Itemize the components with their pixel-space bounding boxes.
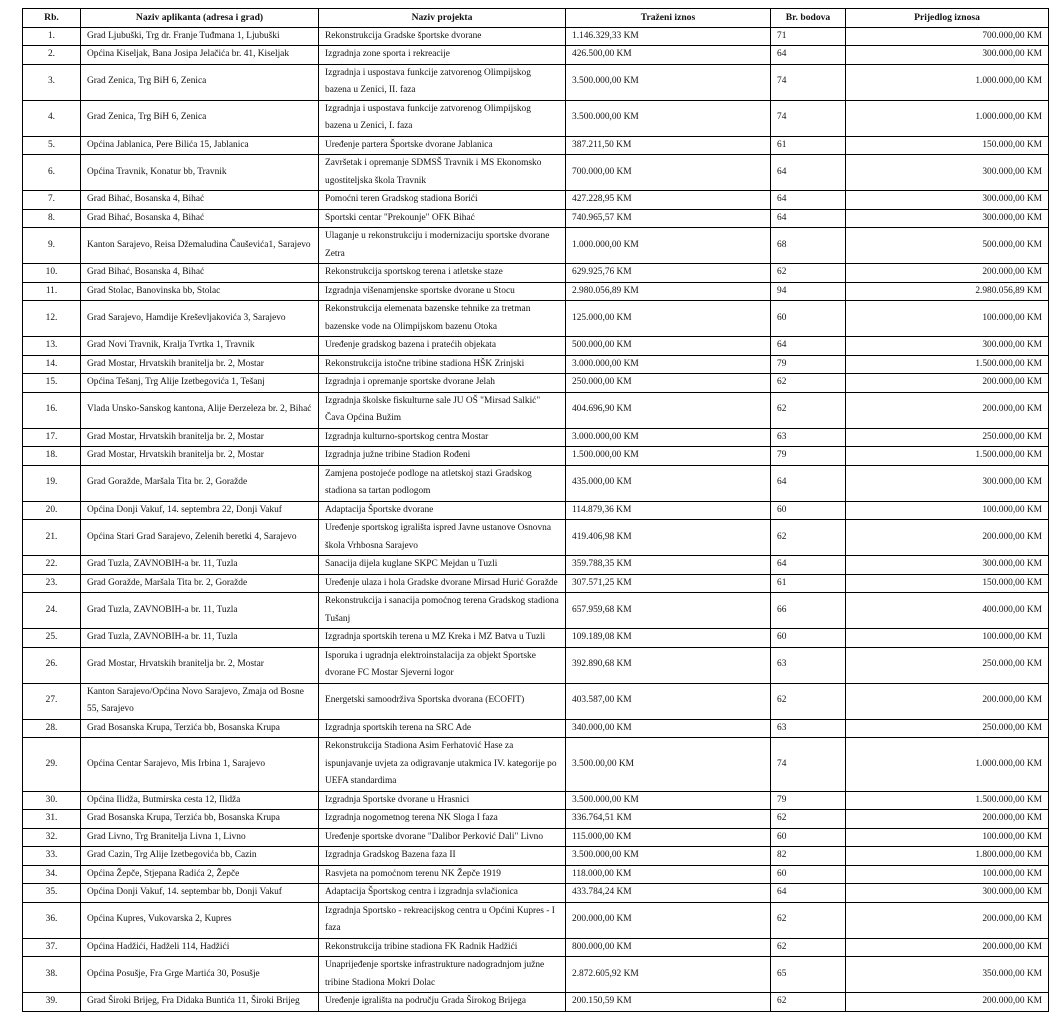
cell-aplikant: Grad Tuzla, ZAVNOBIH-a br. 11, Tuzla	[81, 629, 319, 648]
cell-trazeni-iznos: 3.500.00,00 KM	[566, 738, 771, 792]
cell-projekt: Isporuka i ugradnja elektroinstalacija za objekt Sportske dvorane FC Mostar Sjeverni logor	[319, 647, 566, 683]
table-row	[23, 374, 1049, 393]
table-row	[23, 136, 1049, 155]
cell-br-bodova: 60	[771, 828, 846, 847]
cell-aplikant: Grad Bihać, Bosanska 4, Bihać	[81, 209, 319, 228]
cell-prijedlog-iznosa: 200.000,00 KM	[846, 374, 1049, 393]
cell-prijedlog-iznosa: 2.980.056,89 KM	[846, 282, 1049, 301]
cell-rb: 15.	[23, 374, 81, 393]
cell-aplikant: Općina Kiseljak, Bana Josipa Jelačića br. 41, Kiseljak	[81, 46, 319, 65]
table-row	[23, 392, 1049, 428]
cell-rb: 9.	[23, 228, 81, 264]
cell-trazeni-iznos: 419.406,98 KM	[566, 520, 771, 556]
cell-prijedlog-iznosa: 1.500.000,00 KM	[846, 791, 1049, 810]
cell-projekt: Izgradnja i uspostava funkcije zatvorenog Olimpijskog bazena u Zenici, I. faza	[319, 100, 566, 136]
cell-projekt: Izgradnja sportskih terena na SRC Ade	[319, 719, 566, 738]
cell-trazeni-iznos: 3.000.000,00 KM	[566, 355, 771, 374]
cell-projekt: Izgradnja i uspostava funkcije zatvorenog Olimpijskog bazena u Zenici, II. faza	[319, 64, 566, 100]
table-row	[23, 428, 1049, 447]
cell-trazeni-iznos: 403.587,00 KM	[566, 683, 771, 719]
cell-trazeni-iznos: 800.000,00 KM	[566, 938, 771, 957]
column-header-bodovi: Br. bodova	[771, 9, 846, 28]
cell-prijedlog-iznosa: 1.000.000,00 KM	[846, 64, 1049, 100]
cell-prijedlog-iznosa: 100.000,00 KM	[846, 865, 1049, 884]
cell-trazeni-iznos: 109.189,08 KM	[566, 629, 771, 648]
column-header-trazeni: Traženi iznos	[566, 9, 771, 28]
cell-trazeni-iznos: 3.500.000,00 KM	[566, 100, 771, 136]
cell-aplikant: Kanton Sarajevo/Općina Novo Sarajevo, Zmaja od Bosne 55, Sarajevo	[81, 683, 319, 719]
cell-trazeni-iznos: 426.500,00 KM	[566, 46, 771, 65]
table-body	[23, 27, 1049, 1011]
cell-br-bodova: 82	[771, 847, 846, 866]
table-row	[23, 884, 1049, 903]
cell-prijedlog-iznosa: 200.000,00 KM	[846, 938, 1049, 957]
table-row	[23, 337, 1049, 356]
cell-trazeni-iznos: 118.000,00 KM	[566, 865, 771, 884]
cell-aplikant: Grad Goražde, Maršala Tita br. 2, Goražde	[81, 465, 319, 501]
cell-br-bodova: 60	[771, 301, 846, 337]
cell-br-bodova: 79	[771, 791, 846, 810]
cell-aplikant: Grad Livno, Trg Branitelja Livna 1, Livno	[81, 828, 319, 847]
cell-trazeni-iznos: 700.000,00 KM	[566, 155, 771, 191]
cell-rb: 17.	[23, 428, 81, 447]
cell-rb: 31.	[23, 810, 81, 829]
cell-rb: 3.	[23, 64, 81, 100]
cell-aplikant: Općina Donji Vakuf, 14. septembar bb, Donji Vakuf	[81, 884, 319, 903]
table-row	[23, 902, 1049, 938]
table-row	[23, 828, 1049, 847]
table-row	[23, 501, 1049, 520]
cell-projekt: Rekonstrukcija sportskog terena i atletske staze	[319, 264, 566, 283]
cell-rb: 20.	[23, 501, 81, 520]
cell-projekt: Izgradnja i opremanje sportske dvorane Jelah	[319, 374, 566, 393]
cell-aplikant: Grad Tuzla, ZAVNOBIH-a br. 11, Tuzla	[81, 556, 319, 575]
cell-prijedlog-iznosa: 250.000,00 KM	[846, 647, 1049, 683]
cell-prijedlog-iznosa: 300.000,00 KM	[846, 46, 1049, 65]
table-row	[23, 593, 1049, 629]
cell-trazeni-iznos: 1.500.000,00 KM	[566, 447, 771, 466]
cell-rb: 12.	[23, 301, 81, 337]
table-row	[23, 27, 1049, 46]
cell-rb: 38.	[23, 957, 81, 993]
cell-prijedlog-iznosa: 1.500.000,00 KM	[846, 355, 1049, 374]
cell-prijedlog-iznosa: 400.000,00 KM	[846, 593, 1049, 629]
cell-rb: 5.	[23, 136, 81, 155]
table-row	[23, 465, 1049, 501]
cell-aplikant: Grad Mostar, Hrvatskih branitelja br. 2, Mostar	[81, 355, 319, 374]
cell-trazeni-iznos: 435.000,00 KM	[566, 465, 771, 501]
table-row	[23, 865, 1049, 884]
cell-aplikant: Grad Široki Brijeg, Fra Didaka Buntića 11, Široki Brijeg	[81, 993, 319, 1012]
cell-br-bodova: 64	[771, 191, 846, 210]
cell-br-bodova: 63	[771, 428, 846, 447]
cell-br-bodova: 62	[771, 938, 846, 957]
cell-rb: 11.	[23, 282, 81, 301]
cell-trazeni-iznos: 200.150,59 KM	[566, 993, 771, 1012]
cell-aplikant: Grad Sarajevo, Hamdije Kreševljakovića 3, Sarajevo	[81, 301, 319, 337]
cell-br-bodova: 64	[771, 209, 846, 228]
cell-br-bodova: 62	[771, 810, 846, 829]
column-header-aplikant: Naziv aplikanta (adresa i grad)	[81, 9, 319, 28]
cell-br-bodova: 64	[771, 46, 846, 65]
cell-prijedlog-iznosa: 200.000,00 KM	[846, 810, 1049, 829]
cell-rb: 29.	[23, 738, 81, 792]
cell-rb: 30.	[23, 791, 81, 810]
table-row	[23, 957, 1049, 993]
cell-prijedlog-iznosa: 150.000,00 KM	[846, 136, 1049, 155]
cell-prijedlog-iznosa: 300.000,00 KM	[846, 209, 1049, 228]
cell-prijedlog-iznosa: 150.000,00 KM	[846, 574, 1049, 593]
cell-aplikant: Općina Hadžići, Hadželi 114, Hadžići	[81, 938, 319, 957]
cell-projekt: Uređenje sportskog igrališta ispred Javne ustanove Osnovna škola Vrhbosna Sarajevo	[319, 520, 566, 556]
cell-rb: 35.	[23, 884, 81, 903]
cell-br-bodova: 79	[771, 447, 846, 466]
cell-projekt: Zamjena postojeće podloge na atletskoj stazi Gradskog stadiona sa tartan podlogom	[319, 465, 566, 501]
column-header-projekt: Naziv projekta	[319, 9, 566, 28]
table-row	[23, 228, 1049, 264]
column-header-rb: Rb.	[23, 9, 81, 28]
cell-projekt: Pomoćni teren Gradskog stadiona Borići	[319, 191, 566, 210]
cell-br-bodova: 62	[771, 264, 846, 283]
table-row	[23, 738, 1049, 792]
cell-projekt: Izgradnja kulturno-sportskog centra Mostar	[319, 428, 566, 447]
cell-projekt: Uređenje ulaza i hola Gradske dvorane Mirsad Hurić Goražde	[319, 574, 566, 593]
cell-prijedlog-iznosa: 200.000,00 KM	[846, 264, 1049, 283]
cell-aplikant: Grad Bosanska Krupa, Terzića bb, Bosanska Krupa	[81, 810, 319, 829]
cell-trazeni-iznos: 3.500.000,00 KM	[566, 791, 771, 810]
cell-br-bodova: 62	[771, 392, 846, 428]
cell-projekt: Rekonstrukcija istočne tribine stadiona HŠK Zrinjski	[319, 355, 566, 374]
cell-aplikant: Općina Posušje, Fra Grge Martića 30, Posušje	[81, 957, 319, 993]
cell-br-bodova: 61	[771, 574, 846, 593]
cell-br-bodova: 60	[771, 865, 846, 884]
cell-projekt: Izgradnja Sportsko - rekreacijskog centra u Općini Kupres - I faza	[319, 902, 566, 938]
cell-rb: 19.	[23, 465, 81, 501]
cell-projekt: Izgradnja Sportske dvorane u Hrasnici	[319, 791, 566, 810]
cell-br-bodova: 60	[771, 501, 846, 520]
cell-rb: 7.	[23, 191, 81, 210]
table-row	[23, 282, 1049, 301]
cell-aplikant: Grad Goražde, Maršala Tita br. 2, Goražde	[81, 574, 319, 593]
cell-trazeni-iznos: 3.500.000,00 KM	[566, 64, 771, 100]
cell-prijedlog-iznosa: 200.000,00 KM	[846, 392, 1049, 428]
cell-prijedlog-iznosa: 300.000,00 KM	[846, 884, 1049, 903]
cell-trazeni-iznos: 307.571,25 KM	[566, 574, 771, 593]
cell-aplikant: Grad Stolac, Banovinska bb, Stolac	[81, 282, 319, 301]
cell-prijedlog-iznosa: 300.000,00 KM	[846, 337, 1049, 356]
table-row	[23, 938, 1049, 957]
cell-rb: 24.	[23, 593, 81, 629]
cell-aplikant: Općina Travnik, Konatur bb, Travnik	[81, 155, 319, 191]
cell-rb: 26.	[23, 647, 81, 683]
table-row	[23, 993, 1049, 1012]
cell-aplikant: Grad Bihać, Bosanska 4, Bihać	[81, 264, 319, 283]
cell-rb: 39.	[23, 993, 81, 1012]
cell-projekt: Rasvjeta na pomoćnom terenu NK Žepče 1919	[319, 865, 566, 884]
table-row	[23, 209, 1049, 228]
cell-br-bodova: 74	[771, 738, 846, 792]
table-row	[23, 574, 1049, 593]
cell-rb: 22.	[23, 556, 81, 575]
cell-prijedlog-iznosa: 1.000.000,00 KM	[846, 100, 1049, 136]
cell-br-bodova: 64	[771, 884, 846, 903]
cell-aplikant: Grad Mostar, Hrvatskih branitelja br. 2, Mostar	[81, 447, 319, 466]
cell-rb: 6.	[23, 155, 81, 191]
cell-prijedlog-iznosa: 700.000,00 KM	[846, 27, 1049, 46]
cell-prijedlog-iznosa: 250.000,00 KM	[846, 428, 1049, 447]
cell-rb: 13.	[23, 337, 81, 356]
cell-trazeni-iznos: 740.965,57 KM	[566, 209, 771, 228]
cell-aplikant: Općina Kupres, Vukovarska 2, Kupres	[81, 902, 319, 938]
cell-br-bodova: 64	[771, 337, 846, 356]
cell-br-bodova: 66	[771, 593, 846, 629]
cell-aplikant: Općina Donji Vakuf, 14. septembra 22, Donji Vakuf	[81, 501, 319, 520]
cell-aplikant: Grad Zenica, Trg BiH 6, Zenica	[81, 64, 319, 100]
cell-projekt: Izgradnja južne tribine Stadion Rođeni	[319, 447, 566, 466]
cell-trazeni-iznos: 2.980.056,89 KM	[566, 282, 771, 301]
cell-trazeni-iznos: 359.788,35 KM	[566, 556, 771, 575]
table-row	[23, 355, 1049, 374]
cell-br-bodova: 68	[771, 228, 846, 264]
cell-br-bodova: 74	[771, 64, 846, 100]
cell-projekt: Uređenje igrališta na području Grada Širokog Brijega	[319, 993, 566, 1012]
cell-trazeni-iznos: 125.000,00 KM	[566, 301, 771, 337]
cell-br-bodova: 94	[771, 282, 846, 301]
table-row	[23, 46, 1049, 65]
table-row	[23, 791, 1049, 810]
cell-prijedlog-iznosa: 200.000,00 KM	[846, 902, 1049, 938]
table-row	[23, 100, 1049, 136]
cell-br-bodova: 62	[771, 520, 846, 556]
cell-prijedlog-iznosa: 1.500.000,00 KM	[846, 447, 1049, 466]
cell-projekt: Izgradnja školske fiskulturne sale JU OŠ "Mirsad Salkić" Čava Općina Bužim	[319, 392, 566, 428]
cell-trazeni-iznos: 340.000,00 KM	[566, 719, 771, 738]
cell-projekt: Uređenje partera Športske dvorane Jablanica	[319, 136, 566, 155]
cell-prijedlog-iznosa: 350.000,00 KM	[846, 957, 1049, 993]
cell-aplikant: Grad Bosanska Krupa, Terzića bb, Bosanska Krupa	[81, 719, 319, 738]
cell-trazeni-iznos: 3.000.000,00 KM	[566, 428, 771, 447]
cell-prijedlog-iznosa: 1.800.000,00 KM	[846, 847, 1049, 866]
cell-trazeni-iznos: 657.959,68 KM	[566, 593, 771, 629]
cell-rb: 10.	[23, 264, 81, 283]
cell-rb: 36.	[23, 902, 81, 938]
cell-projekt: Izgradnja višenamjenske sportske dvorane u Stocu	[319, 282, 566, 301]
cell-projekt: Unaprijeđenje sportske infrastrukture nadogradnjom južne tribine Stadiona Mokri Dolac	[319, 957, 566, 993]
cell-rb: 21.	[23, 520, 81, 556]
cell-aplikant: Grad Zenica, Trg BiH 6, Zenica	[81, 100, 319, 136]
cell-br-bodova: 79	[771, 355, 846, 374]
column-header-prijedlog: Prijedlog iznosa	[846, 9, 1049, 28]
cell-rb: 32.	[23, 828, 81, 847]
cell-trazeni-iznos: 115.000,00 KM	[566, 828, 771, 847]
cell-trazeni-iznos: 629.925,76 KM	[566, 264, 771, 283]
cell-projekt: Izgradnja sportskih terena u MZ Kreka i MZ Batva u Tuzli	[319, 629, 566, 648]
cell-rb: 25.	[23, 629, 81, 648]
cell-br-bodova: 63	[771, 647, 846, 683]
cell-aplikant: Kanton Sarajevo, Reisa Džemaludina Čauševića1, Sarajevo	[81, 228, 319, 264]
cell-br-bodova: 62	[771, 683, 846, 719]
cell-trazeni-iznos: 336.764,51 KM	[566, 810, 771, 829]
cell-projekt: Rekonstrukcija tribine stadiona FK Radnik Hadžići	[319, 938, 566, 957]
cell-br-bodova: 62	[771, 993, 846, 1012]
cell-aplikant: Općina Centar Sarajevo, Mis Irbina 1, Sarajevo	[81, 738, 319, 792]
cell-trazeni-iznos: 500.000,00 KM	[566, 337, 771, 356]
cell-prijedlog-iznosa: 200.000,00 KM	[846, 683, 1049, 719]
cell-trazeni-iznos: 114.879,36 KM	[566, 501, 771, 520]
cell-trazeni-iznos: 2.872.605,92 KM	[566, 957, 771, 993]
cell-rb: 8.	[23, 209, 81, 228]
cell-prijedlog-iznosa: 300.000,00 KM	[846, 155, 1049, 191]
cell-projekt: Rekonstrukcija i sanacija pomoćnog terena Gradskog stadiona Tušanj	[319, 593, 566, 629]
cell-prijedlog-iznosa: 100.000,00 KM	[846, 828, 1049, 847]
cell-rb: 28.	[23, 719, 81, 738]
table-row	[23, 155, 1049, 191]
cell-projekt: Rekonstrukcija elemenata bazenske tehnike za tretman bazenske vode na Olimpijskom bazenu Otoka	[319, 301, 566, 337]
cell-aplikant: Općina Jablanica, Pere Bilića 15, Jablanica	[81, 136, 319, 155]
cell-aplikant: Grad Bihać, Bosanska 4, Bihać	[81, 191, 319, 210]
cell-br-bodova: 74	[771, 100, 846, 136]
cell-projekt: Uređenje sportske dvorane "Dalibor Perković Dali" Livno	[319, 828, 566, 847]
cell-br-bodova: 64	[771, 465, 846, 501]
cell-trazeni-iznos: 404.696,90 KM	[566, 392, 771, 428]
cell-prijedlog-iznosa: 1.000.000,00 KM	[846, 738, 1049, 792]
cell-rb: 34.	[23, 865, 81, 884]
cell-prijedlog-iznosa: 300.000,00 KM	[846, 191, 1049, 210]
cell-prijedlog-iznosa: 250.000,00 KM	[846, 719, 1049, 738]
cell-rb: 16.	[23, 392, 81, 428]
cell-projekt: Završetak i opremanje SDMSŠ Travnik i MS Ekonomsko ugostiteljska škola Travnik	[319, 155, 566, 191]
cell-trazeni-iznos: 250.000,00 KM	[566, 374, 771, 393]
cell-br-bodova: 62	[771, 902, 846, 938]
header-row	[23, 9, 1049, 28]
cell-br-bodova: 60	[771, 629, 846, 648]
cell-projekt: Ulaganje u rekonstrukciju i modernizaciju sportske dvorane Zetra	[319, 228, 566, 264]
cell-rb: 2.	[23, 46, 81, 65]
cell-prijedlog-iznosa: 200.000,00 KM	[846, 520, 1049, 556]
cell-aplikant: Grad Ljubuški, Trg dr. Franje Tuđmana 1, Ljubuški	[81, 27, 319, 46]
table-row	[23, 447, 1049, 466]
cell-prijedlog-iznosa: 100.000,00 KM	[846, 629, 1049, 648]
cell-trazeni-iznos: 427.228,95 KM	[566, 191, 771, 210]
cell-prijedlog-iznosa: 300.000,00 KM	[846, 556, 1049, 575]
cell-rb: 33.	[23, 847, 81, 866]
table-row	[23, 683, 1049, 719]
cell-trazeni-iznos: 1.146.329,33 KM	[566, 27, 771, 46]
table-row	[23, 719, 1049, 738]
cell-projekt: Sportski centar "Prekounje" OFK Bihać	[319, 209, 566, 228]
table-row	[23, 847, 1049, 866]
cell-br-bodova: 61	[771, 136, 846, 155]
table-row	[23, 264, 1049, 283]
cell-rb: 4.	[23, 100, 81, 136]
cell-projekt: Energetski samoodrživa Sportska dvorana (ECOFIT)	[319, 683, 566, 719]
cell-rb: 14.	[23, 355, 81, 374]
cell-aplikant: Općina Žepče, Stjepana Radića 2, Žepče	[81, 865, 319, 884]
table-row	[23, 520, 1049, 556]
cell-br-bodova: 64	[771, 556, 846, 575]
cell-prijedlog-iznosa: 100.000,00 KM	[846, 501, 1049, 520]
cell-prijedlog-iznosa: 300.000,00 KM	[846, 465, 1049, 501]
cell-aplikant: Općina Stari Grad Sarajevo, Zelenih beretki 4, Sarajevo	[81, 520, 319, 556]
cell-rb: 1.	[23, 27, 81, 46]
cell-prijedlog-iznosa: 100.000,00 KM	[846, 301, 1049, 337]
cell-aplikant: Grad Mostar, Hrvatskih branitelja br. 2, Mostar	[81, 428, 319, 447]
cell-prijedlog-iznosa: 200.000,00 KM	[846, 993, 1049, 1012]
cell-rb: 27.	[23, 683, 81, 719]
cell-projekt: Uređenje gradskog bazena i pratećih objekata	[319, 337, 566, 356]
cell-br-bodova: 64	[771, 155, 846, 191]
cell-aplikant: Grad Tuzla, ZAVNOBIH-a br. 11, Tuzla	[81, 593, 319, 629]
table-row	[23, 191, 1049, 210]
applications-table	[22, 8, 1049, 1012]
cell-trazeni-iznos: 433.784,24 KM	[566, 884, 771, 903]
cell-projekt: Izgradnja zone sporta i rekreacije	[319, 46, 566, 65]
cell-aplikant: Grad Novi Travnik, Kralja Tvrtka 1, Travnik	[81, 337, 319, 356]
cell-aplikant: Općina Tešanj, Trg Alije Izetbegovića 1, Tešanj	[81, 374, 319, 393]
table-row	[23, 810, 1049, 829]
cell-projekt: Adaptacija Športskog centra i izgradnja svlačionica	[319, 884, 566, 903]
cell-projekt: Izgradnja nogometnog terena NK Sloga I faza	[319, 810, 566, 829]
cell-trazeni-iznos: 387.211,50 KM	[566, 136, 771, 155]
cell-rb: 23.	[23, 574, 81, 593]
table-row	[23, 64, 1049, 100]
cell-projekt: Rekonstrukcija Gradske športske dvorane	[319, 27, 566, 46]
table-row	[23, 629, 1049, 648]
table-row	[23, 556, 1049, 575]
cell-trazeni-iznos: 1.000.000,00 KM	[566, 228, 771, 264]
cell-trazeni-iznos: 3.500.000,00 KM	[566, 847, 771, 866]
cell-aplikant: Grad Mostar, Hrvatskih branitelja br. 2, Mostar	[81, 647, 319, 683]
cell-projekt: Sanacija dijela kuglane SKPC Mejdan u Tuzli	[319, 556, 566, 575]
cell-br-bodova: 62	[771, 374, 846, 393]
cell-aplikant: Grad Cazin, Trg Alije Izetbegovića bb, Cazin	[81, 847, 319, 866]
cell-br-bodova: 63	[771, 719, 846, 738]
cell-projekt: Rekonstrukcija Stadiona Asim Ferhatović Hase za ispunjavanje uvjeta za odigravanje utakmica IV. kategorije po UEFA standardima	[319, 738, 566, 792]
cell-rb: 37.	[23, 938, 81, 957]
cell-trazeni-iznos: 200.000,00 KM	[566, 902, 771, 938]
cell-br-bodova: 71	[771, 27, 846, 46]
cell-aplikant: Vlada Unsko-Sanskog kantona, Alije Đerzeleza br. 2, Bihać	[81, 392, 319, 428]
cell-projekt: Izgradnja Gradskog Bazena faza II	[319, 847, 566, 866]
cell-br-bodova: 65	[771, 957, 846, 993]
table-row	[23, 301, 1049, 337]
table-row	[23, 647, 1049, 683]
cell-projekt: Adaptacija Športske dvorane	[319, 501, 566, 520]
cell-trazeni-iznos: 392.890,68 KM	[566, 647, 771, 683]
cell-prijedlog-iznosa: 500.000,00 KM	[846, 228, 1049, 264]
cell-rb: 18.	[23, 447, 81, 466]
cell-aplikant: Općina Ilidža, Butmirska cesta 12, Ilidža	[81, 791, 319, 810]
